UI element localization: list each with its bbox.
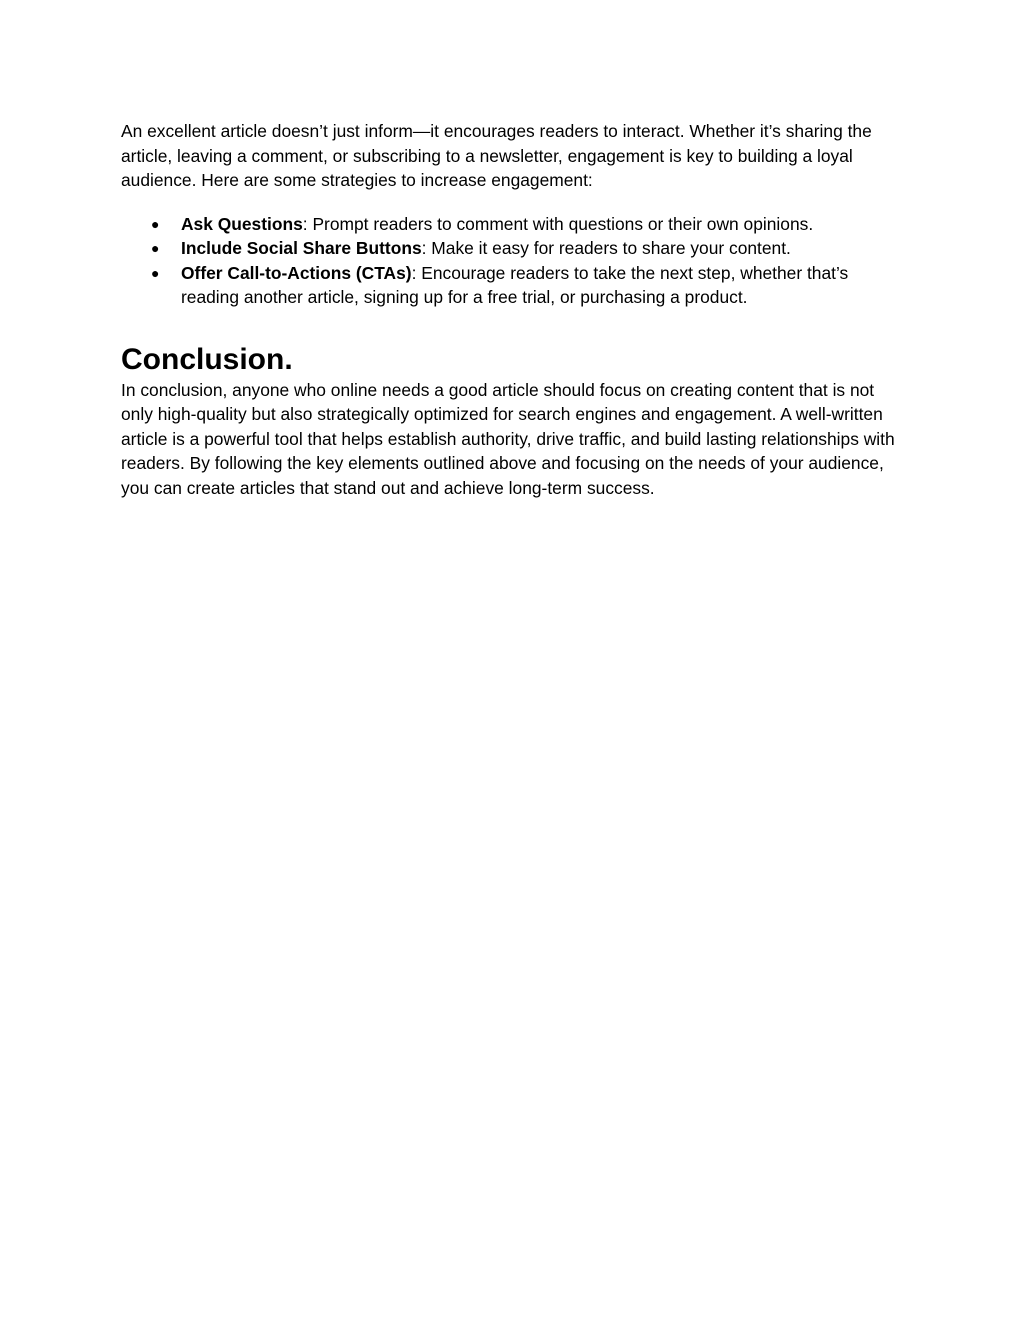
list-item xyxy=(121,261,901,310)
bullet-icon: ● xyxy=(151,240,160,256)
bullet-icon: ● xyxy=(151,215,160,232)
intro-paragraph: An excellent article doesn’t just inform—it encourages readers to interact. Whether it’s sharing the article, leaving a comment, or subscribing to a newsletter, engagement is key to building a loyal audience. Here are some strategies to increase engagement: xyxy=(121,121,872,190)
list-item-text: : Encourage readers to take the next step, whether that’s reading another article, signing up for a free trial, or purchasing a product. xyxy=(181,262,849,307)
engagement-strategies-list xyxy=(121,212,901,310)
list-item-term: Include Social Share Buttons xyxy=(181,238,422,258)
list-item-text: : Make it easy for readers to share your content. xyxy=(421,238,791,258)
conclusion-heading: Conclusion. xyxy=(121,342,293,376)
list-item-term: Offer Call-to-Actions (CTAs) xyxy=(181,262,412,283)
conclusion-paragraph: In conclusion, anyone who online needs a good article should focus on creating content that is not only high-quality but also strategically optimized for search engines and engagement. A well-written article is a powerful tool that helps establish authority, drive traffic, and build lasting relationships with readers. By following the key elements outlined above and focusing on the needs of your audience, you can create articles that stand out and achieve long-term success. xyxy=(121,379,895,498)
list-item xyxy=(121,236,901,261)
document-page xyxy=(121,119,901,500)
bullet-icon: ● xyxy=(151,264,160,281)
list-item-text: : Prompt readers to comment with questions or their own opinions. xyxy=(302,213,814,234)
list-item-term: Ask Questions xyxy=(181,213,303,234)
list-item xyxy=(121,212,901,237)
